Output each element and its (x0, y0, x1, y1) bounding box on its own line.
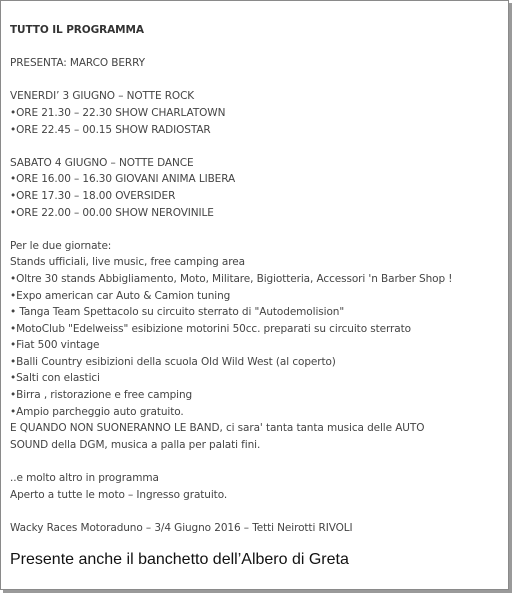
panel-shadow-right (509, 3, 512, 593)
both-days-line: •Expo american car Auto & Camion tuning (10, 289, 231, 302)
both-days-line: •Ampio parcheggio auto gratuito. (10, 405, 184, 418)
both-days-line: •MotoClub "Edelweiss" esibizione motorini 50cc. preparati su circuito sterrato (10, 322, 411, 335)
friday-heading: VENERDI’ 3 GIUGNO – NOTTE ROCK (10, 90, 195, 103)
footer-note: Presente anche il banchetto dell’Albero di Greta (10, 551, 349, 568)
saturday-heading: SABATO 4 GIUGNO – NOTTE DANCE (10, 156, 194, 169)
spacer (10, 221, 505, 238)
saturday-item: •ORE 22.00 – 00.00 SHOW NEROVINILE (10, 206, 214, 219)
saturday-item: •ORE 17.30 – 18.00 OVERSIDER (10, 189, 176, 202)
spacer (10, 453, 505, 470)
spacer (10, 138, 505, 155)
event-line: Wacky Races Motoraduno – 3/4 Giugno 2016 – Tetti Neirotti RIVOLI (10, 521, 353, 534)
spacer (10, 72, 505, 89)
program-text (10, 22, 505, 536)
both-days-heading: Per le due giornate: (10, 239, 112, 252)
spacer (10, 503, 505, 520)
both-days-line: •Birra , ristorazione e free camping (10, 389, 193, 402)
friday-item: •ORE 21.30 – 22.30 SHOW CHARLATOWN (10, 106, 226, 119)
closing-line: ..e molto altro in programma (10, 472, 159, 485)
both-days-line: SOUND della DGM, musica a palla per palati fini. (10, 438, 261, 451)
both-days-line: •Fiat 500 vintage (10, 339, 100, 352)
both-days-line: Stands ufficiali, live music, free camping area (10, 256, 245, 269)
closing-line: Aperto a tutte le moto – Ingresso gratuito. (10, 488, 228, 501)
both-days-line: •Oltre 30 stands Abbigliamento, Moto, Militare, Bigiotteria, Accessori 'n Barber Shop ! (10, 272, 453, 285)
presenter-line: PRESENTA: MARCO BERRY (10, 57, 145, 70)
friday-item: •ORE 22.45 – 00.15 SHOW RADIOSTAR (10, 123, 211, 136)
spacer (10, 39, 505, 56)
both-days-line: •Balli Country esibizioni della scuola Old Wild West (al coperto) (10, 355, 336, 368)
both-days-line: •Salti con elastici (10, 372, 100, 385)
both-days-line: E QUANDO NON SUONERANNO LE BAND, ci sara' tanta tanta musica delle AUTO (10, 422, 425, 435)
both-days-line: • Tanga Team Spettacolo su circuito sterrato di "Autodemolision" (10, 306, 345, 319)
program-title: TUTTO IL PROGRAMMA (10, 24, 144, 36)
saturday-item: •ORE 16.00 – 16.30 GIOVANI ANIMA LIBERA (10, 173, 236, 186)
